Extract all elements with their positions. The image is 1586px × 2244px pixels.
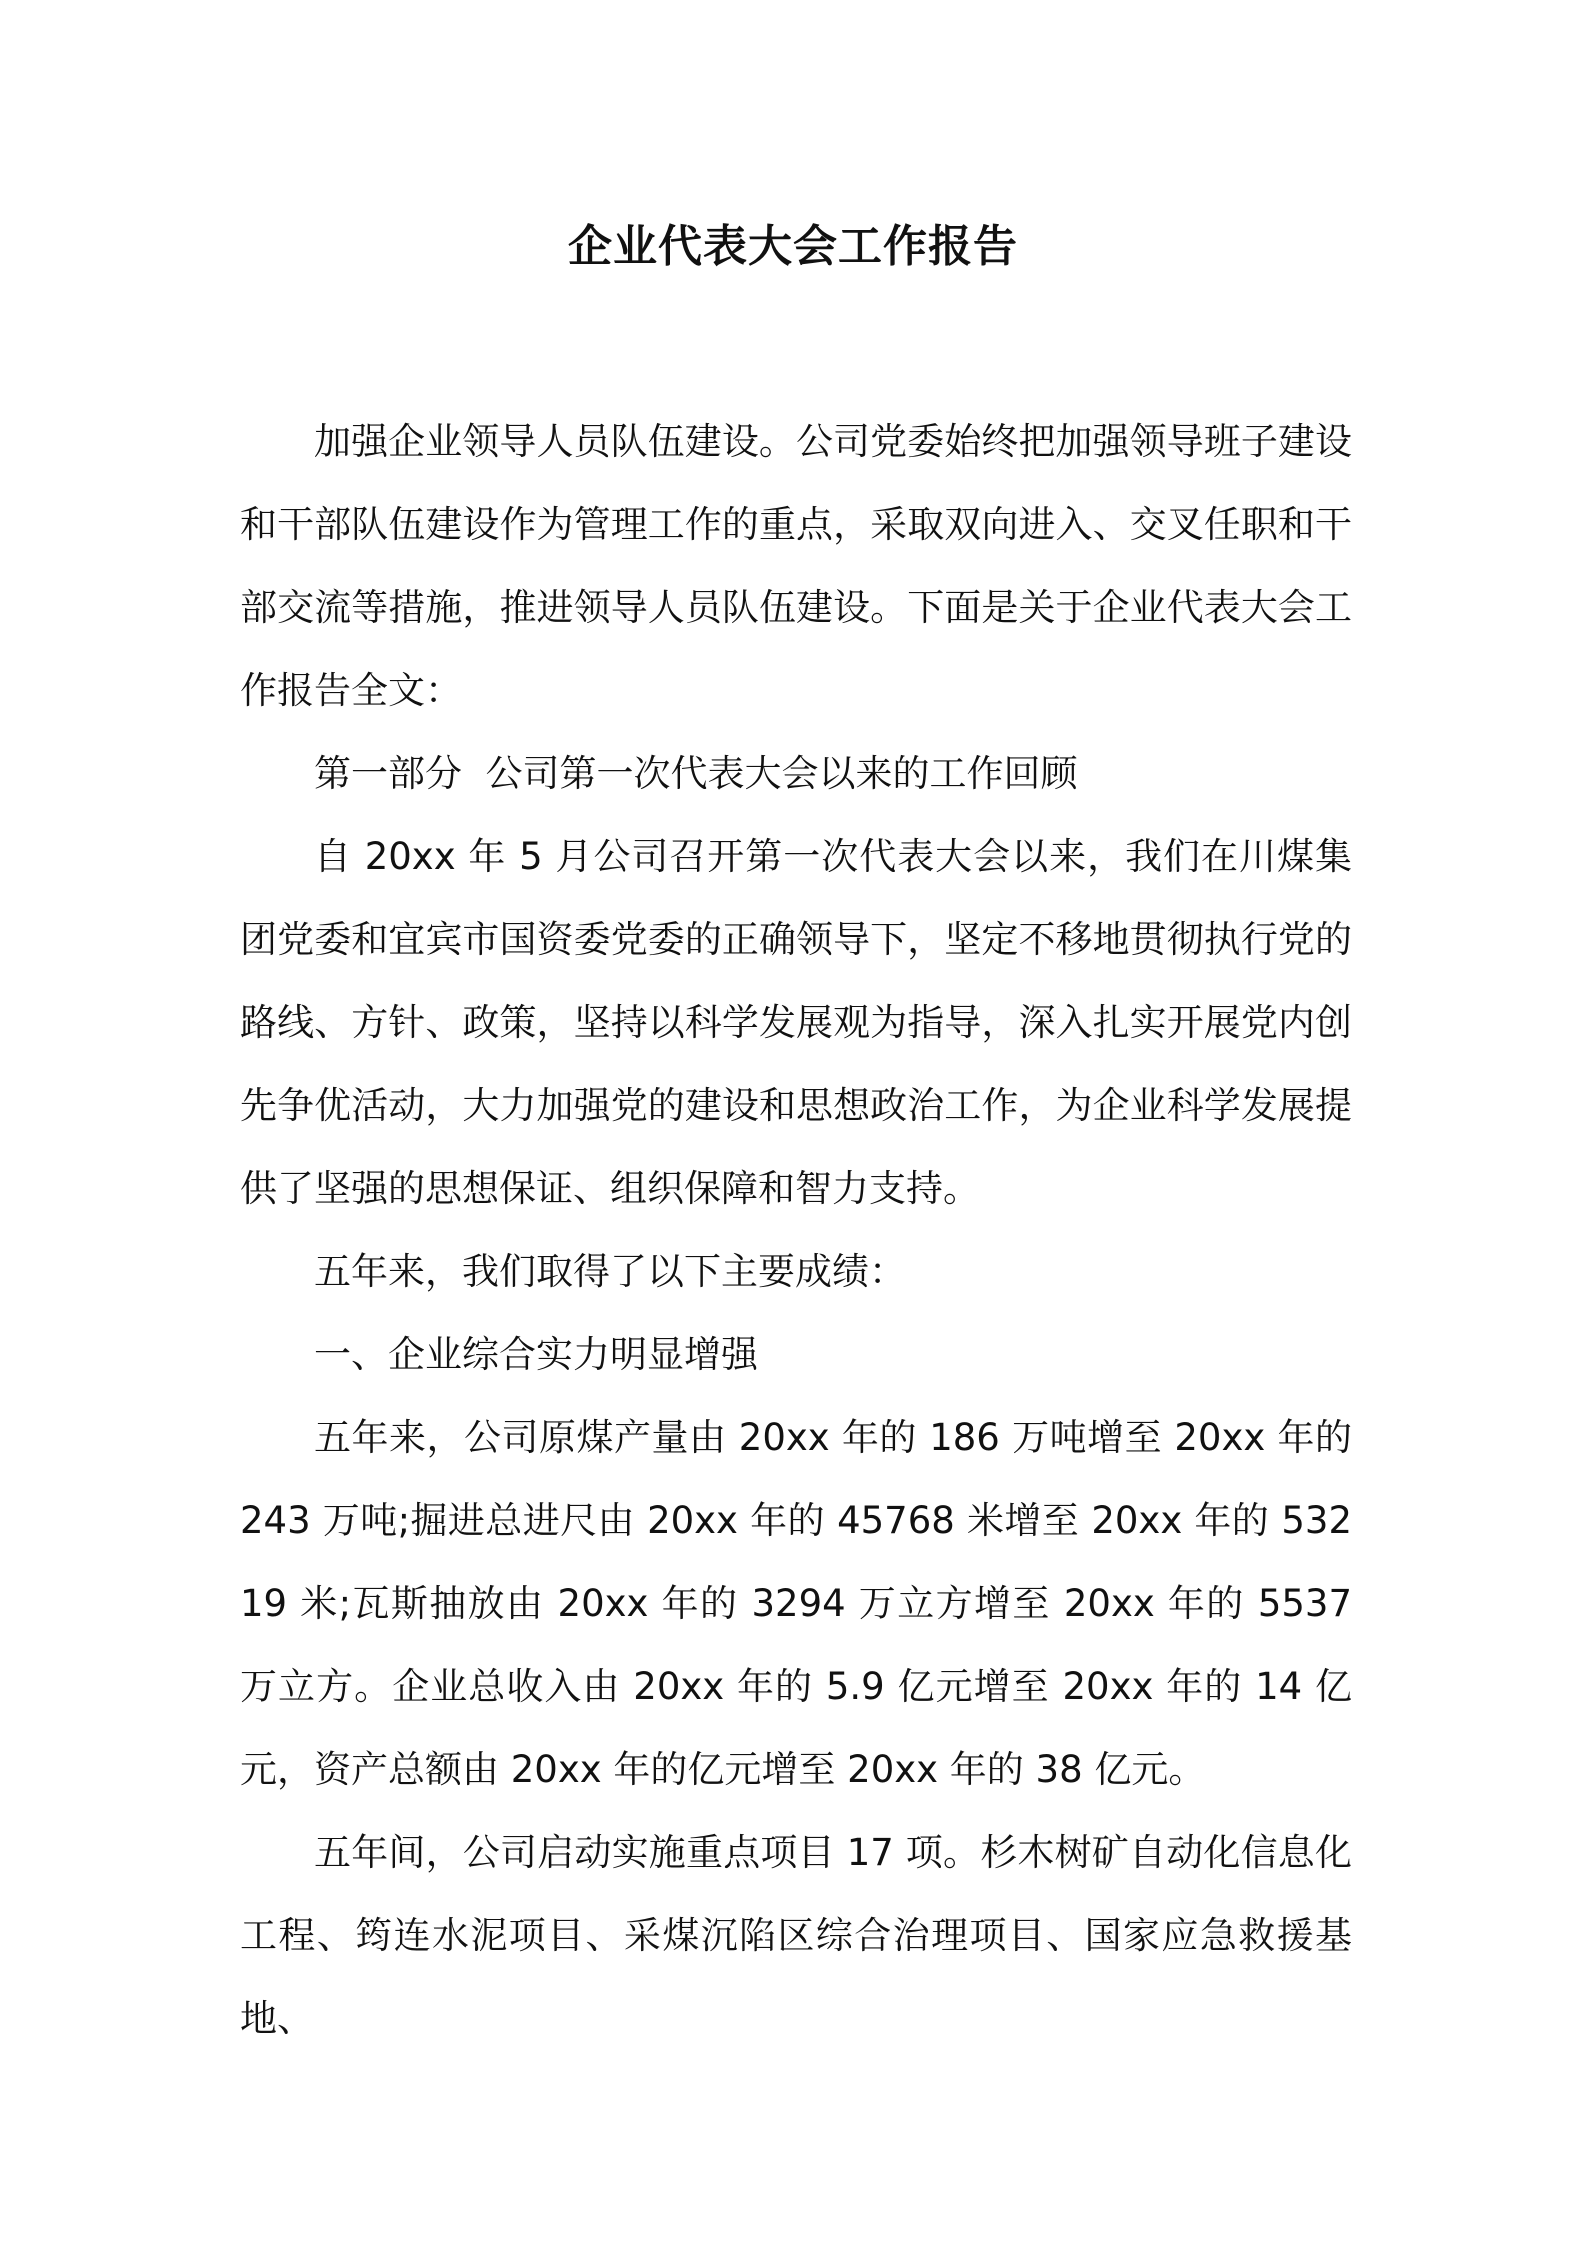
document-body [240,400,1352,2060]
document-title: 企业代表大会工作报告 [568,221,1018,272]
review-paragraph: 自 20xx 年 5 月公司召开第一次代表大会以来，我们在川煤集团党委和宜宾市国资委党委的正确领导下，坚定不移地贯彻执行党的路线、方针、政策，坚持以科学发展观为指导，深入扎实开展党内创先争优活动，大力加强党的建设和思想政治工作，为企业科学发展提供了坚强的思想保证、组织保障和智力支持。 [240,835,1352,1210]
intro-paragraph: 加强企业领导人员队伍建设。公司党委始终把加强领导班子建设和干部队伍建设作为管理工作的重点，采取双向进入、交叉任职和干部交流等措施，推进领导人员队伍建设。下面是关于企业代表大会工作报告全文： [240,420,1352,712]
production-figures-paragraph: 五年来，公司原煤产量由 20xx 年的 186 万吨增至 20xx 年的 243 万吨;掘进总进尺由 20xx 年的 45768 米增至 20xx 年的 53219 米;瓦斯抽放由 20xx 年的 3294 万立方增至 20xx 年的 5537 万立方。企业总收入由 20xx 年的 5.9 亿元增至 20xx 年的 14 亿元，资产总额由 20xx 年的亿元增至 20xx 年的 38 亿元。 [240,1416,1352,1791]
projects-paragraph: 五年间，公司启动实施重点项目 17 项。杉木树矿自动化信息化工程、筠连水泥项目、采煤沉陷区综合治理项目、国家应急救援基地、 [240,1831,1352,2040]
achievements-intro-paragraph: 五年来，我们取得了以下主要成绩： [314,1250,906,1293]
subsection-heading-one: 一、企业综合实力明显增强 [314,1333,758,1376]
section-heading-part-one: 第一部分 公司第一次代表大会以来的工作回顾 [314,752,1078,795]
